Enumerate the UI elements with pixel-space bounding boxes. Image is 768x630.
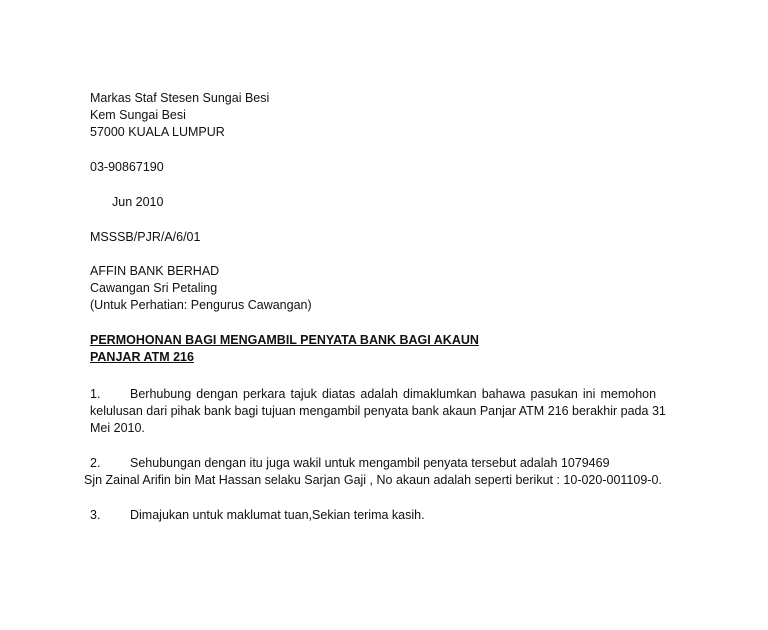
paragraph-2-line-2: Sjn Zainal Arifin bin Mat Hassan selaku Sarjan Gaji , No akaun adalah seperti berikut : 10-020-001109-0. xyxy=(84,473,662,487)
letter-date: Jun 2010 xyxy=(112,195,164,209)
paragraph-2-text-1: Sehubungan dengan itu juga wakil untuk mengambil penyata tersebut adalah 1079469 xyxy=(130,456,610,470)
recipient-line-1: AFFIN BANK BERHAD xyxy=(90,264,220,278)
paragraph-3-line-1 xyxy=(90,507,425,524)
recipient-line-3: (Untuk Perhatian: Pengurus Cawangan) xyxy=(90,298,312,312)
paragraph-2-line-1 xyxy=(90,455,610,472)
paragraph-3-text-1: Dimajukan untuk maklumat tuan,Sekian terima kasih. xyxy=(130,508,425,522)
reference-number: MSSSB/PJR/A/6/01 xyxy=(90,230,201,244)
paragraph-1-line-3: Mei 2010. xyxy=(90,421,145,435)
paragraph-1-line-1 xyxy=(90,386,676,403)
sender-address-line-1: Markas Staf Stesen Sungai Besi xyxy=(90,91,270,105)
sender-address-line-2: Kem Sungai Besi xyxy=(90,108,186,122)
sender-phone: 03-90867190 xyxy=(90,160,164,174)
subject-line-2: PANJAR ATM 216 xyxy=(90,350,194,364)
subject-line-1: PERMOHONAN BAGI MENGAMBIL PENYATA BANK BAGI AKAUN xyxy=(90,333,479,347)
paragraph-3-number: 3. xyxy=(90,508,101,522)
paragraph-1-text-1: Berhubung dengan perkara tajuk diatas adalah dimaklumkan bahawa pasukan ini memohon xyxy=(130,387,657,401)
paragraph-1-line-2: kelulusan dari pihak bank bagi tujuan mengambil penyata bank akaun Panjar ATM 216 berakhir pada 31 xyxy=(90,404,666,418)
paragraph-1-number: 1. xyxy=(90,387,101,401)
sender-address-line-3: 57000 KUALA LUMPUR xyxy=(90,125,225,139)
recipient-line-2: Cawangan Sri Petaling xyxy=(90,281,218,295)
paragraph-2-number: 2. xyxy=(90,456,101,470)
